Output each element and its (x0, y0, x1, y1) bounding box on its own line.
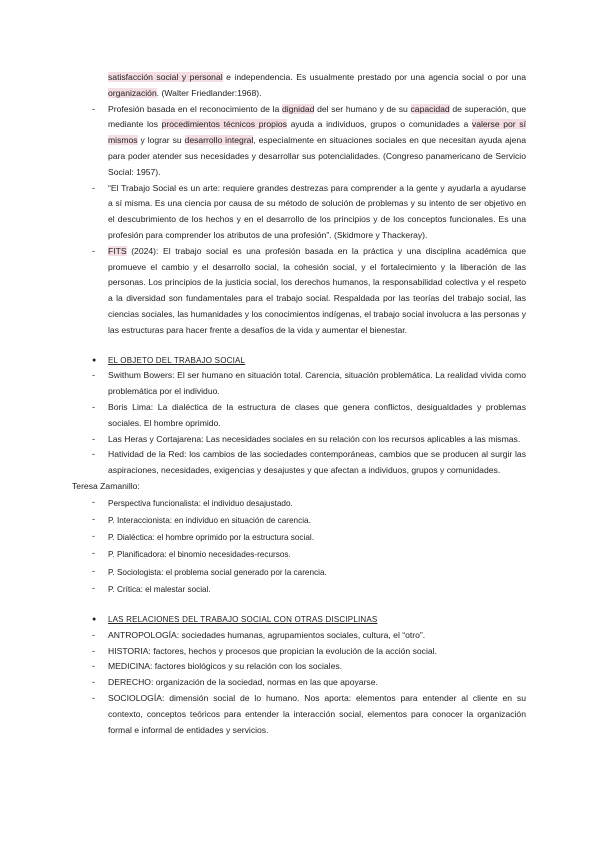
dash-marker: - (92, 433, 95, 444)
objeto-item: - Hatividad de la Red: los cambios de las sociedades contemporáneas, cambios que se producen al surgir las aspiraciones, necesidades, exigencias y desajustes y que afectan a individuos, grupos y comunidades. (92, 447, 526, 479)
dash-marker: - (92, 582, 95, 593)
highlight-text: desarrollo integral (184, 135, 254, 146)
zamanillo-item: - P. Sociologista: el problema social generado por la carencia. (92, 564, 526, 581)
highlight-text: FITS (108, 245, 127, 256)
dash-marker: - (92, 245, 95, 256)
definition-item: - “El Trabajo Social es un arte: requiere grandes destrezas para comprender a la gente y ayudarla a ayudarse a sí misma. Es una ciencia por causa de su método de solución de problemas y su intento de ser objetivo en el descubrimiento de los hechos y en el desarrollo de los principios y de los conceptos funcionales. Es una profesión para comprender los atributos de una profesión”. (Skidmore y Thackeray). (92, 181, 526, 244)
objeto-list (0, 368, 600, 479)
relaciones-item: - MEDICINA: factores biológicos y su relación con los sociales. (92, 659, 526, 675)
objeto-item: - Las Heras y Cortajarena: Las necesidades sociales en su relación con los recursos aplicables a las mismas. (92, 432, 526, 448)
highlight-text: satisfacción social y personal (108, 72, 223, 82)
dash-marker: - (92, 449, 95, 460)
intro-paragraph: satisfacción social y personal e independencia. Es usualmente prestado por una agencia social o por una organización. (Walter Friedlander:1968). (108, 72, 526, 98)
dash-marker: - (92, 645, 95, 656)
objeto-item: - Swithum Bowers: El ser humano en situación total. Carencia, situación problemática. La realidad vivida como problemática por el individuo. (92, 368, 526, 400)
dash-marker: - (92, 548, 95, 559)
zamanillo-item: - Perspectiva funcionalista: el individuo desajustado. (92, 495, 526, 512)
zamanillo-item: - P. Interaccionista: en individuo en situación de carencia. (92, 512, 526, 529)
dash-marker: - (92, 531, 95, 542)
highlight-text: valerse por sí mismos (108, 119, 526, 146)
dash-marker: - (92, 677, 95, 688)
relaciones-item: - SOCIOLOGÍA: dimensión social de lo humano. Nos aporta: elementos para entender al cliente en su contexto, conceptos teóricos para entender la interacción social, elementos para conocer la organización formal e informal de entidades y servicios. (92, 691, 526, 738)
relaciones-item: - DERECHO: organización de la sociedad, normas en las que apoyarse. (92, 675, 526, 691)
bullet-icon: ● (92, 615, 97, 623)
highlight-text: organización (108, 87, 157, 98)
dash-marker: - (92, 496, 95, 507)
zamanillo-item: - P. Dialéctica: el hombre oprimido por la estructura social. (92, 529, 526, 546)
relaciones-list (0, 628, 600, 739)
dash-marker: - (92, 370, 95, 381)
dash-marker: - (92, 103, 95, 114)
dash-marker: - (92, 401, 95, 412)
dash-marker: - (92, 565, 95, 576)
zamanillo-item: - P. Planificadora: el binomio necesidades-recursos. (92, 546, 526, 563)
relaciones-item: - ANTROPOLOGÍA: sociedades humanas, agrupamientos sociales, cultura, el “otro”. (92, 628, 526, 644)
objeto-item: - Boris Lima: La dialéctica de la estructura de clases que genera conflictos, desigualdades y problemas sociales. El hombre oprimido. (92, 400, 526, 432)
dash-marker: - (92, 629, 95, 640)
zamanillo-label: Teresa Zamanillo: (72, 480, 140, 491)
zamanillo-list (0, 495, 600, 598)
document-content (0, 62, 600, 738)
definition-item: - FITS (2024): El trabajo social es una profesión basada en la práctica y una disciplina académica que promueve el cambio y el desarrollo social, la cohesión social, y el fortalecimiento y la liberación de las personas. Los principios de la justicia social, los derechos humanos, la responsabilidad colectiva y el respeto a la diversidad son fundamentales para el trabajo social. Respaldada por las teorías del trabajo social, las ciencias sociales, las humanidades y los conocimientos indígenas, el trabajo social involucra a las personas y las estructuras para hacer frente a desafíos de la vida y aumentar el bienestar. (92, 244, 526, 339)
section-heading-objeto: ● EL OBJETO DEL TRABAJO SOCIAL (92, 353, 526, 369)
bullet-icon: ● (92, 356, 97, 364)
definitions-list (0, 102, 600, 339)
section-heading-relaciones: ● LAS RELACIONES DEL TRABAJO SOCIAL CON OTRAS DISCIPLINAS (92, 612, 526, 628)
dash-marker: - (92, 661, 95, 672)
dash-marker: - (92, 182, 95, 193)
highlight-text: capacidad (410, 103, 450, 114)
highlight-text: dignidad (281, 103, 315, 114)
definition-item: - Profesión basada en el reconocimiento de la dignidad del ser humano y de su capacidad de superación, que mediante los procedimientos técnicos propios ayuda a individuos, grupos o comunidades a valerse por sí mismos y lograr su desarrollo integral, especialmente en situaciones sociales en que necesitan ayuda ajena para poder atender sus necesidades y desarrollar sus potencialidades. (Congreso panamericano de Servicio Social: 1957). (92, 102, 526, 181)
dash-marker: - (92, 692, 95, 703)
zamanillo-item: - P. Crítica: el malestar social. (92, 581, 526, 598)
relaciones-item: - HISTORIA: factores, hechos y procesos que propician la evolución de la acción social. (92, 644, 526, 660)
highlight-text: procedimientos técnicos propios (161, 119, 287, 130)
dash-marker: - (92, 513, 95, 524)
